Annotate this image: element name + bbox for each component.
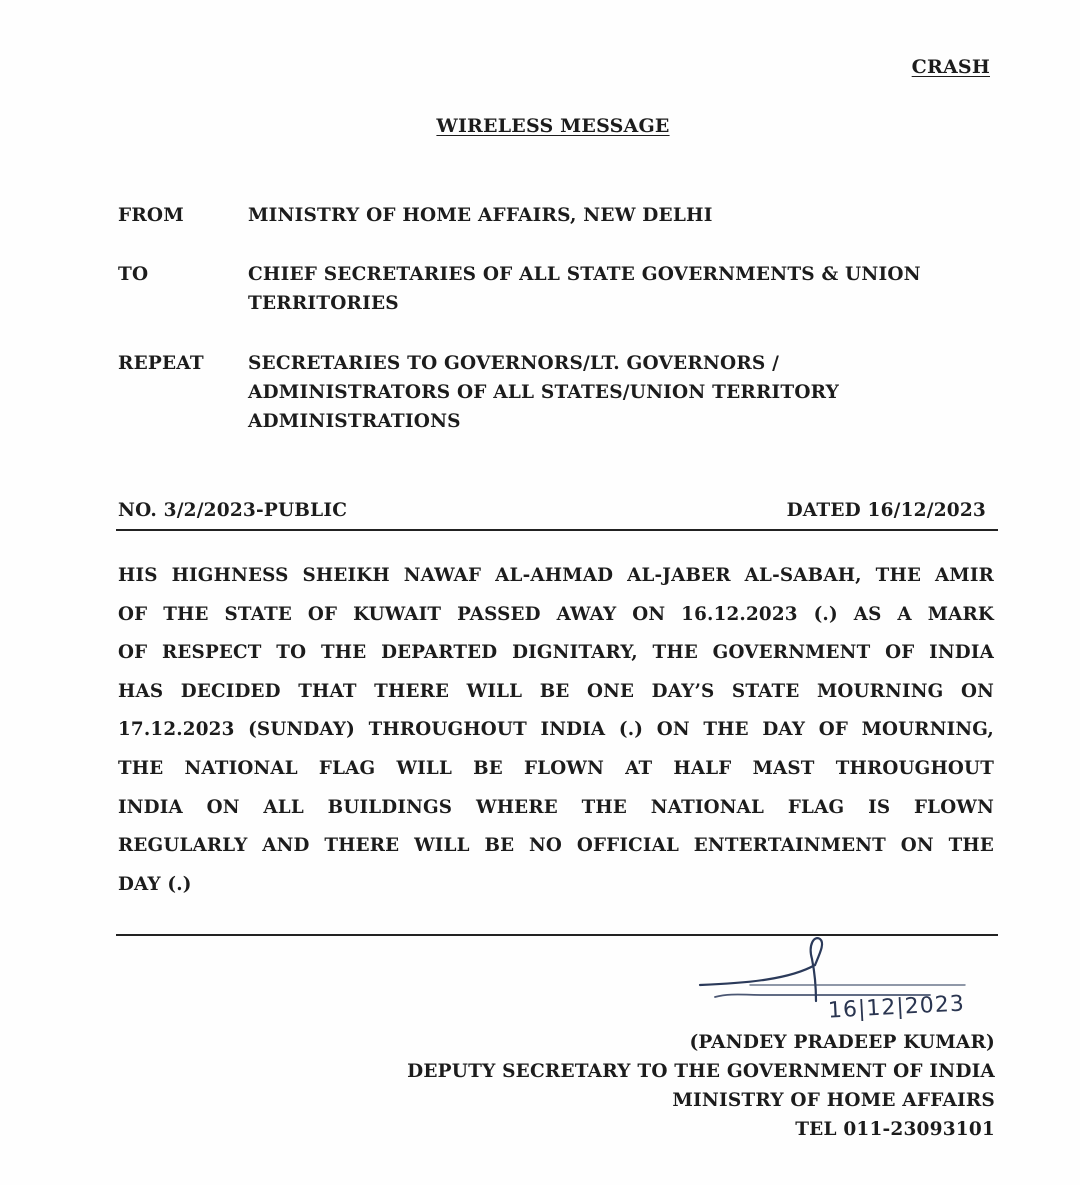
document-title	[0, 115, 1080, 137]
from-label: FROM	[118, 205, 184, 226]
body-line: 17.12.2023 (SUNDAY) THROUGHOUT INDIA (.) ON THE DAY OF MOURNING,	[118, 719, 994, 741]
body-line: REGULARLY AND THERE WILL BE NO OFFICIAL ENTERTAINMENT ON THE	[118, 835, 994, 857]
repeat-line: ADMINISTRATIONS	[248, 411, 461, 432]
to-label: TO	[118, 264, 149, 285]
to-line: CHIEF SECRETARIES OF ALL STATE GOVERNMENTS & UNION	[248, 264, 921, 285]
repeat-row	[118, 349, 978, 436]
signatory-office: MINISTRY OF HOME AFFAIRS	[672, 1090, 995, 1111]
body-line: THE NATIONAL FLAG WILL BE FLOWN AT HALF MAST THROUGHOUT	[118, 757, 994, 779]
body-line: DAY (.)	[118, 873, 192, 895]
from-line: MINISTRY OF HOME AFFAIRS, NEW DELHI	[248, 205, 713, 226]
header-divider	[116, 529, 998, 531]
from-value	[248, 201, 978, 230]
handwritten-date: 16|12|2023	[827, 991, 966, 1024]
to-row	[118, 260, 978, 318]
signatory-phone: TEL 011-23093101	[795, 1119, 995, 1140]
reference-number: NO. 3/2/2023-PUBLIC	[118, 500, 348, 521]
from-row	[118, 201, 978, 230]
repeat-value	[248, 349, 978, 436]
signatory-designation: DEPUTY SECRETARY TO THE GOVERNMENT OF INDIA	[407, 1061, 995, 1082]
document-title-text: WIRELESS MESSAGE	[436, 115, 670, 137]
body-line: OF THE STATE OF KUWAIT PASSED AWAY ON 16.12.2023 (.) AS A MARK	[118, 603, 994, 625]
repeat-line: ADMINISTRATORS OF ALL STATES/UNION TERRITORY	[248, 382, 840, 403]
reference-date: DATED 16/12/2023	[786, 500, 986, 521]
message-body	[118, 557, 994, 904]
signature-block	[407, 1028, 995, 1144]
to-line: TERRITORIES	[248, 293, 399, 314]
body-line: HIS HIGHNESS SHEIKH NAWAF AL-AHMAD AL-JABER AL-SABAH, THE AMIR	[118, 565, 994, 586]
body-line: OF RESPECT TO THE DEPARTED DIGNITARY, THE GOVERNMENT OF INDIA	[118, 642, 994, 664]
repeat-label: REPEAT	[118, 353, 204, 374]
signatory-name: (PANDEY PRADEEP KUMAR)	[689, 1032, 995, 1053]
to-value	[248, 260, 978, 318]
repeat-line: SECRETARIES TO GOVERNORS/LT. GOVERNORS /	[248, 353, 780, 374]
body-line: HAS DECIDED THAT THERE WILL BE ONE DAY’S STATE MOURNING ON	[118, 680, 994, 702]
body-line: INDIA ON ALL BUILDINGS WHERE THE NATIONAL FLAG IS FLOWN	[118, 796, 994, 818]
priority-label: CRASH	[911, 56, 990, 78]
